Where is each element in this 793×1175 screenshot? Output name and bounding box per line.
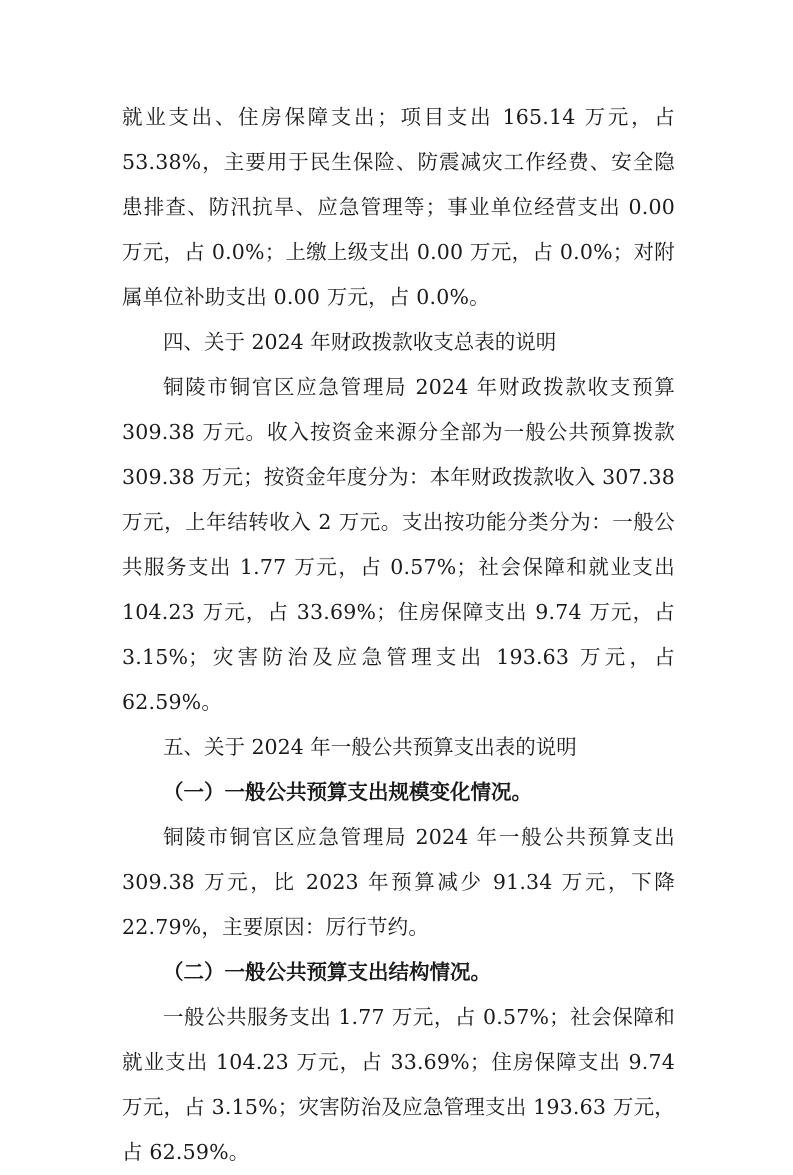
paragraph-scale-change: 铜陵市铜官区应急管理局 2024 年一般公共预算支出 309.38 万元，比 2023 年预算减少 91.34 万元，下降 22.79%，主要原因：厉行节约。	[122, 825, 675, 939]
section-heading-4: 四、关于 2024 年财政拨款收支总表的说明	[163, 330, 557, 354]
paragraph-project-expenditure: 就业支出、住房保障支出；项目支出 165.14 万元，占 53.38%，主要用于民生保险、防震减灾工作经费、安全隐患排查、防汛抗旱、应急管理等；事业单位经营支出 0.00 万元，占 0.0%；上缴上级支出 0.00 万元，占 0.0%；对附属单位补助支出 0.00 万元，占 0.0%。	[122, 105, 675, 309]
subheading-structure: （二）一般公共预算支出结构情况。	[163, 960, 491, 984]
document-page	[122, 95, 675, 1175]
subheading-scale-change: （一）一般公共预算支出规模变化情况。	[163, 780, 532, 804]
paragraph-structure: 一般公共服务支出 1.77 万元，占 0.57%；社会保障和就业支出 104.23 万元，占 33.69%；住房保障支出 9.74 万元，占 3.15%；灾害防治及应急管理支出 193.63 万元，占 62.59%。	[122, 1005, 675, 1164]
section-heading-5: 五、关于 2024 年一般公共预算支出表的说明	[163, 735, 577, 759]
paragraph-fiscal-budget-summary: 铜陵市铜官区应急管理局 2024 年财政拨款收支预算 309.38 万元。收入按资金来源分全部为一般公共预算拨款 309.38 万元；按资金年度分为：本年财政拨款收入 307.38 万元，上年结转收入 2 万元。支出按功能分类分为：一般公共服务支出 1.77 万元，占 0.57%；社会保障和就业支出 104.23 万元，占 33.69%；住房保障支出 9.74 万元，占 3.15%；灾害防治及应急管理支出 193.63 万元，占 62.59%。	[122, 375, 675, 714]
